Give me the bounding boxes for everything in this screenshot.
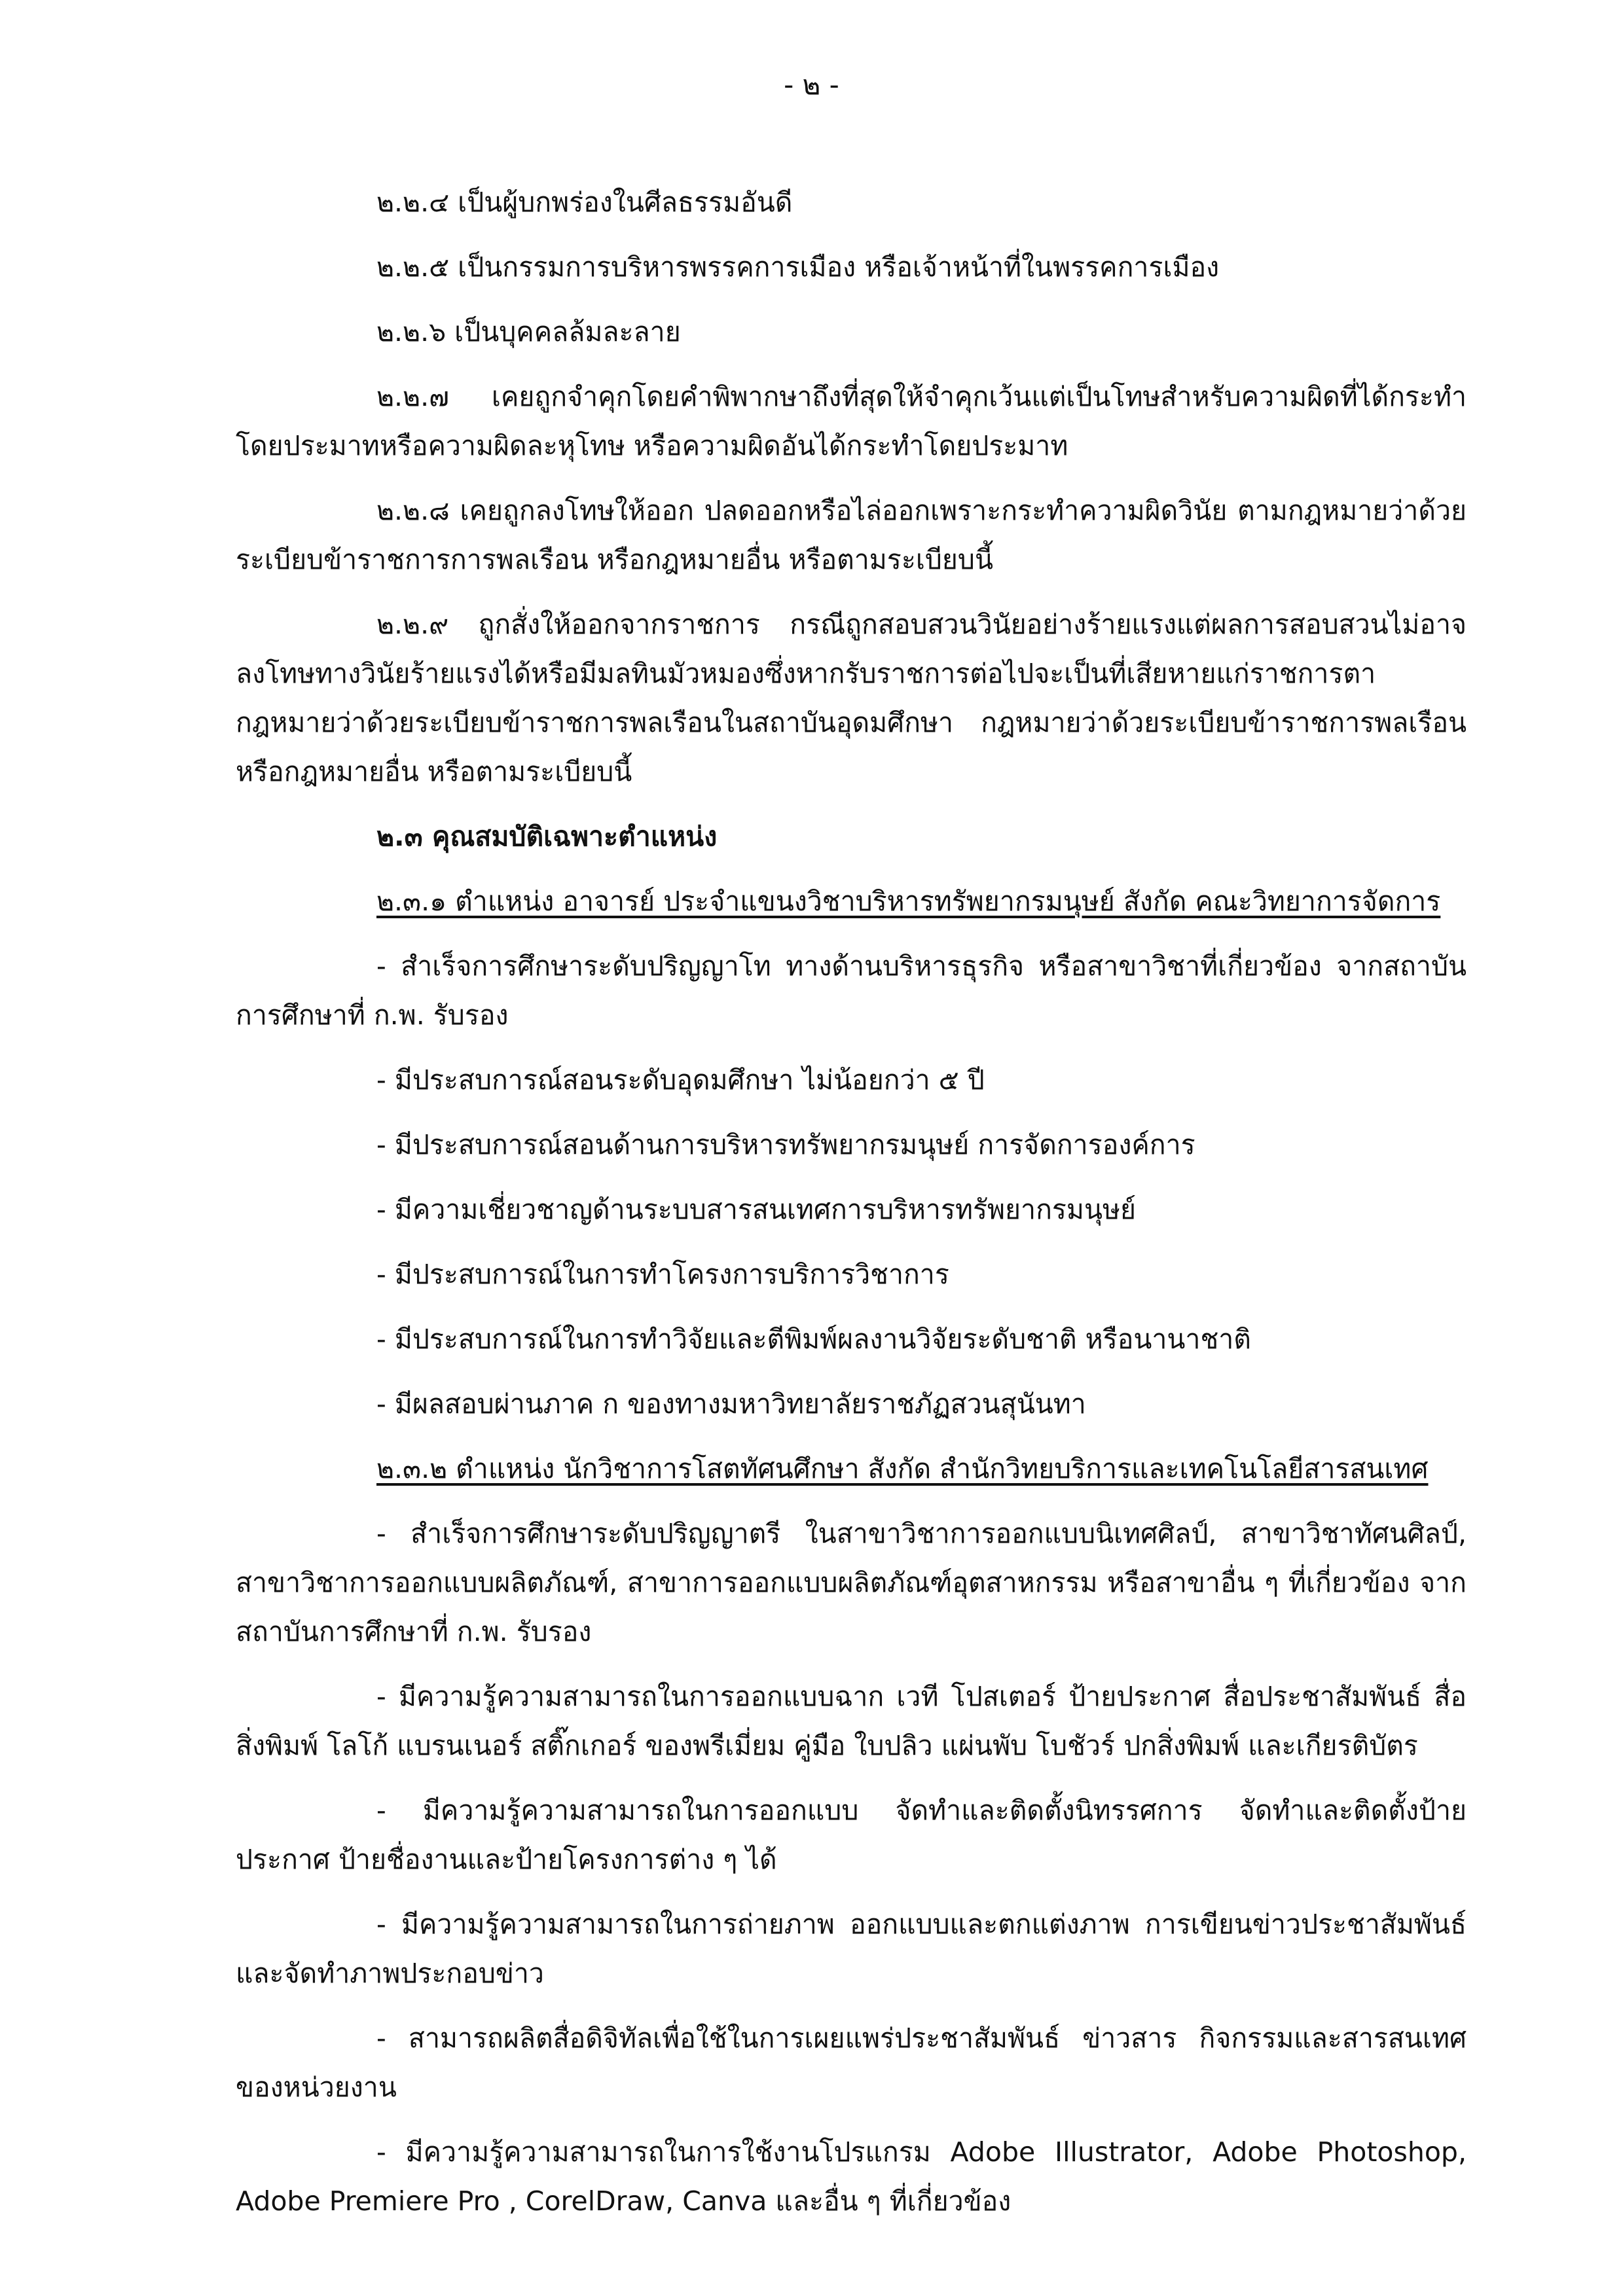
requirement-item: - มีผลสอบผ่านภาค ก ของทางมหาวิทยาลัยราชภัฏสวนสุนันทา <box>376 1388 1086 1420</box>
requirement-item: - สำเร็จการศึกษาระดับปริญญาตรี ในสาขาวิชาการออกแบบนิเทศศิลป์, สาขาวิชาทัศนศิลป์, สาขาวิชาการออกแบบผลิตภัณฑ์, สาขาการออกแบบผลิตภัณฑ์อุตสาหกรรม หรือสาขาอื่น ๆ ที่เกี่ยวข้อง จากสถาบันการศึกษาที่ ก.พ. รับรอง <box>236 1518 1467 1647</box>
subheading-2-3-1: ๒.๓.๑ ตำแหน่ง อาจารย์ ประจำแขนงวิชาบริหารทรัพยากรมนุษย์ สังกัด คณะวิทยาการจัดการ <box>376 886 1441 917</box>
requirement-item: - มีประสบการณ์ในการทำวิจัยและตีพิมพ์ผลงานวิจัยระดับชาติ หรือนานาชาติ <box>376 1323 1251 1355</box>
clause-2-2-5: ๒.๒.๕ เป็นกรรมการบริหารพรรคการเมือง หรือเจ้าหน้าที่ในพรรคการเมือง <box>376 251 1220 283</box>
clause-2-2-7: ๒.๒.๗ เคยถูกจำคุกโดยคำพิพากษาถึงที่สุดให้จำคุกเว้นแต่เป็นโทษสำหรับความผิดที่ได้กระทำโดยประมาทหรือความผิดละหุโทษ หรือความผิดอันได้กระทำโดยประมาท <box>236 381 1467 461</box>
subheading-2-3-2: ๒.๓.๒ ตำแหน่ง นักวิชาการโสตทัศนศึกษา สังกัด สำนักวิทยบริการและเทคโนโลยีสารสนเทศ <box>376 1453 1429 1484</box>
section-heading-2-3: ๒.๓ คุณสมบัติเฉพาะตำแหน่ง <box>376 821 718 852</box>
clause-2-2-6: ๒.๒.๖ เป็นบุคคลล้มละลาย <box>376 316 681 348</box>
page-number: - ๒ - <box>784 69 839 101</box>
requirement-item: - มีความรู้ความสามารถในการออกแบบ จัดทำและติดตั้งนิทรรศการ จัดทำและติดตั้งป้ายประกาศ ป้ายชื่องานและป้ายโครงการต่าง ๆ ได้ <box>236 1795 1467 1875</box>
clause-2-2-4: ๒.๒.๔ เป็นผู้บกพร่องในศีลธรรมอันดี <box>376 187 793 218</box>
requirement-item: - มีความรู้ความสามารถในการถ่ายภาพ ออกแบบและตกแต่งภาพ การเขียนข่าวประชาสัมพันธ์และจัดทำภาพประกอบข่าว <box>236 1909 1467 1989</box>
clause-2-2-8: ๒.๒.๘ เคยถูกลงโทษให้ออก ปลดออกหรือไล่ออกเพราะกระทำความผิดวินัย ตามกฎหมายว่าด้วยระเบียบข้าราชการการพลเรือน หรือกฎหมายอื่น หรือตามระเบียบนี้ <box>236 495 1467 575</box>
requirement-item: - มีความเชี่ยวชาญด้านระบบสารสนเทศการบริหารทรัพยากรมนุษย์ <box>376 1194 1137 1225</box>
requirement-item: - มีประสบการณ์สอนระดับอุดมศึกษา ไม่น้อยกว่า ๕ ปี <box>376 1064 985 1096</box>
clause-2-2-9: ๒.๒.๙ ถูกสั่งให้ออกจากราชการ กรณีถูกสอบสวนวินัยอย่างร้ายแรงแต่ผลการสอบสวนไม่อาจลงโทษทางวินัยร้ายแรงได้หรือมีมลทินมัวหมองซึ่งหากรับราชการต่อไปจะเป็นที่เสียหายแก่ราชการตากฎหมายว่าด้วยระเบียบข้าราชการพลเรือนในสถาบันอุดมศึกษา กฎหมายว่าด้วยระเบียบข้าราชการพลเรือนหรือกฎหมายอื่น หรือตามระเบียบนี้ <box>236 609 1467 787</box>
requirement-item: - สามารถผลิตสื่อดิจิทัลเพื่อใช้ในการเผยแพร่ประชาสัมพันธ์ ข่าวสาร กิจกรรมและสารสนเทศของหน่วยงาน <box>236 2022 1467 2103</box>
requirement-item: - มีประสบการณ์สอนด้านการบริหารทรัพยากรมนุษย์ การจัดการองค์การ <box>376 1129 1195 1160</box>
requirement-item: - สำเร็จการศึกษาระดับปริญญาโท ทางด้านบริหารธุรกิจ หรือสาขาวิชาที่เกี่ยวข้อง จากสถาบันการศึกษาที่ ก.พ. รับรอง <box>236 950 1467 1031</box>
requirement-item: - มีความรู้ความสามารถในการใช้งานโปรแกรม Adobe Illustrator, Adobe Photoshop, Adobe Premiere Pro , CorelDraw, Canva และอื่น ๆ ที่เกี่ยวข้อง <box>236 2136 1467 2217</box>
document-body <box>236 178 1467 2226</box>
requirement-item: - มีความรู้ความสามารถในการออกแบบฉาก เวที โปสเตอร์ ป้ายประกาศ สื่อประชาสัมพันธ์ สื่อสิ่งพิมพ์ โลโก้ แบรนเนอร์ สติ๊กเกอร์ ของพรีเมี่ยม คู่มือ ใบปลิว แผ่นพับ โบชัวร์ ปกสิ่งพิมพ์ และเกียรติบัตร <box>236 1681 1467 1761</box>
requirement-item: - มีประสบการณ์ในการทำโครงการบริการวิชาการ <box>376 1259 949 1290</box>
